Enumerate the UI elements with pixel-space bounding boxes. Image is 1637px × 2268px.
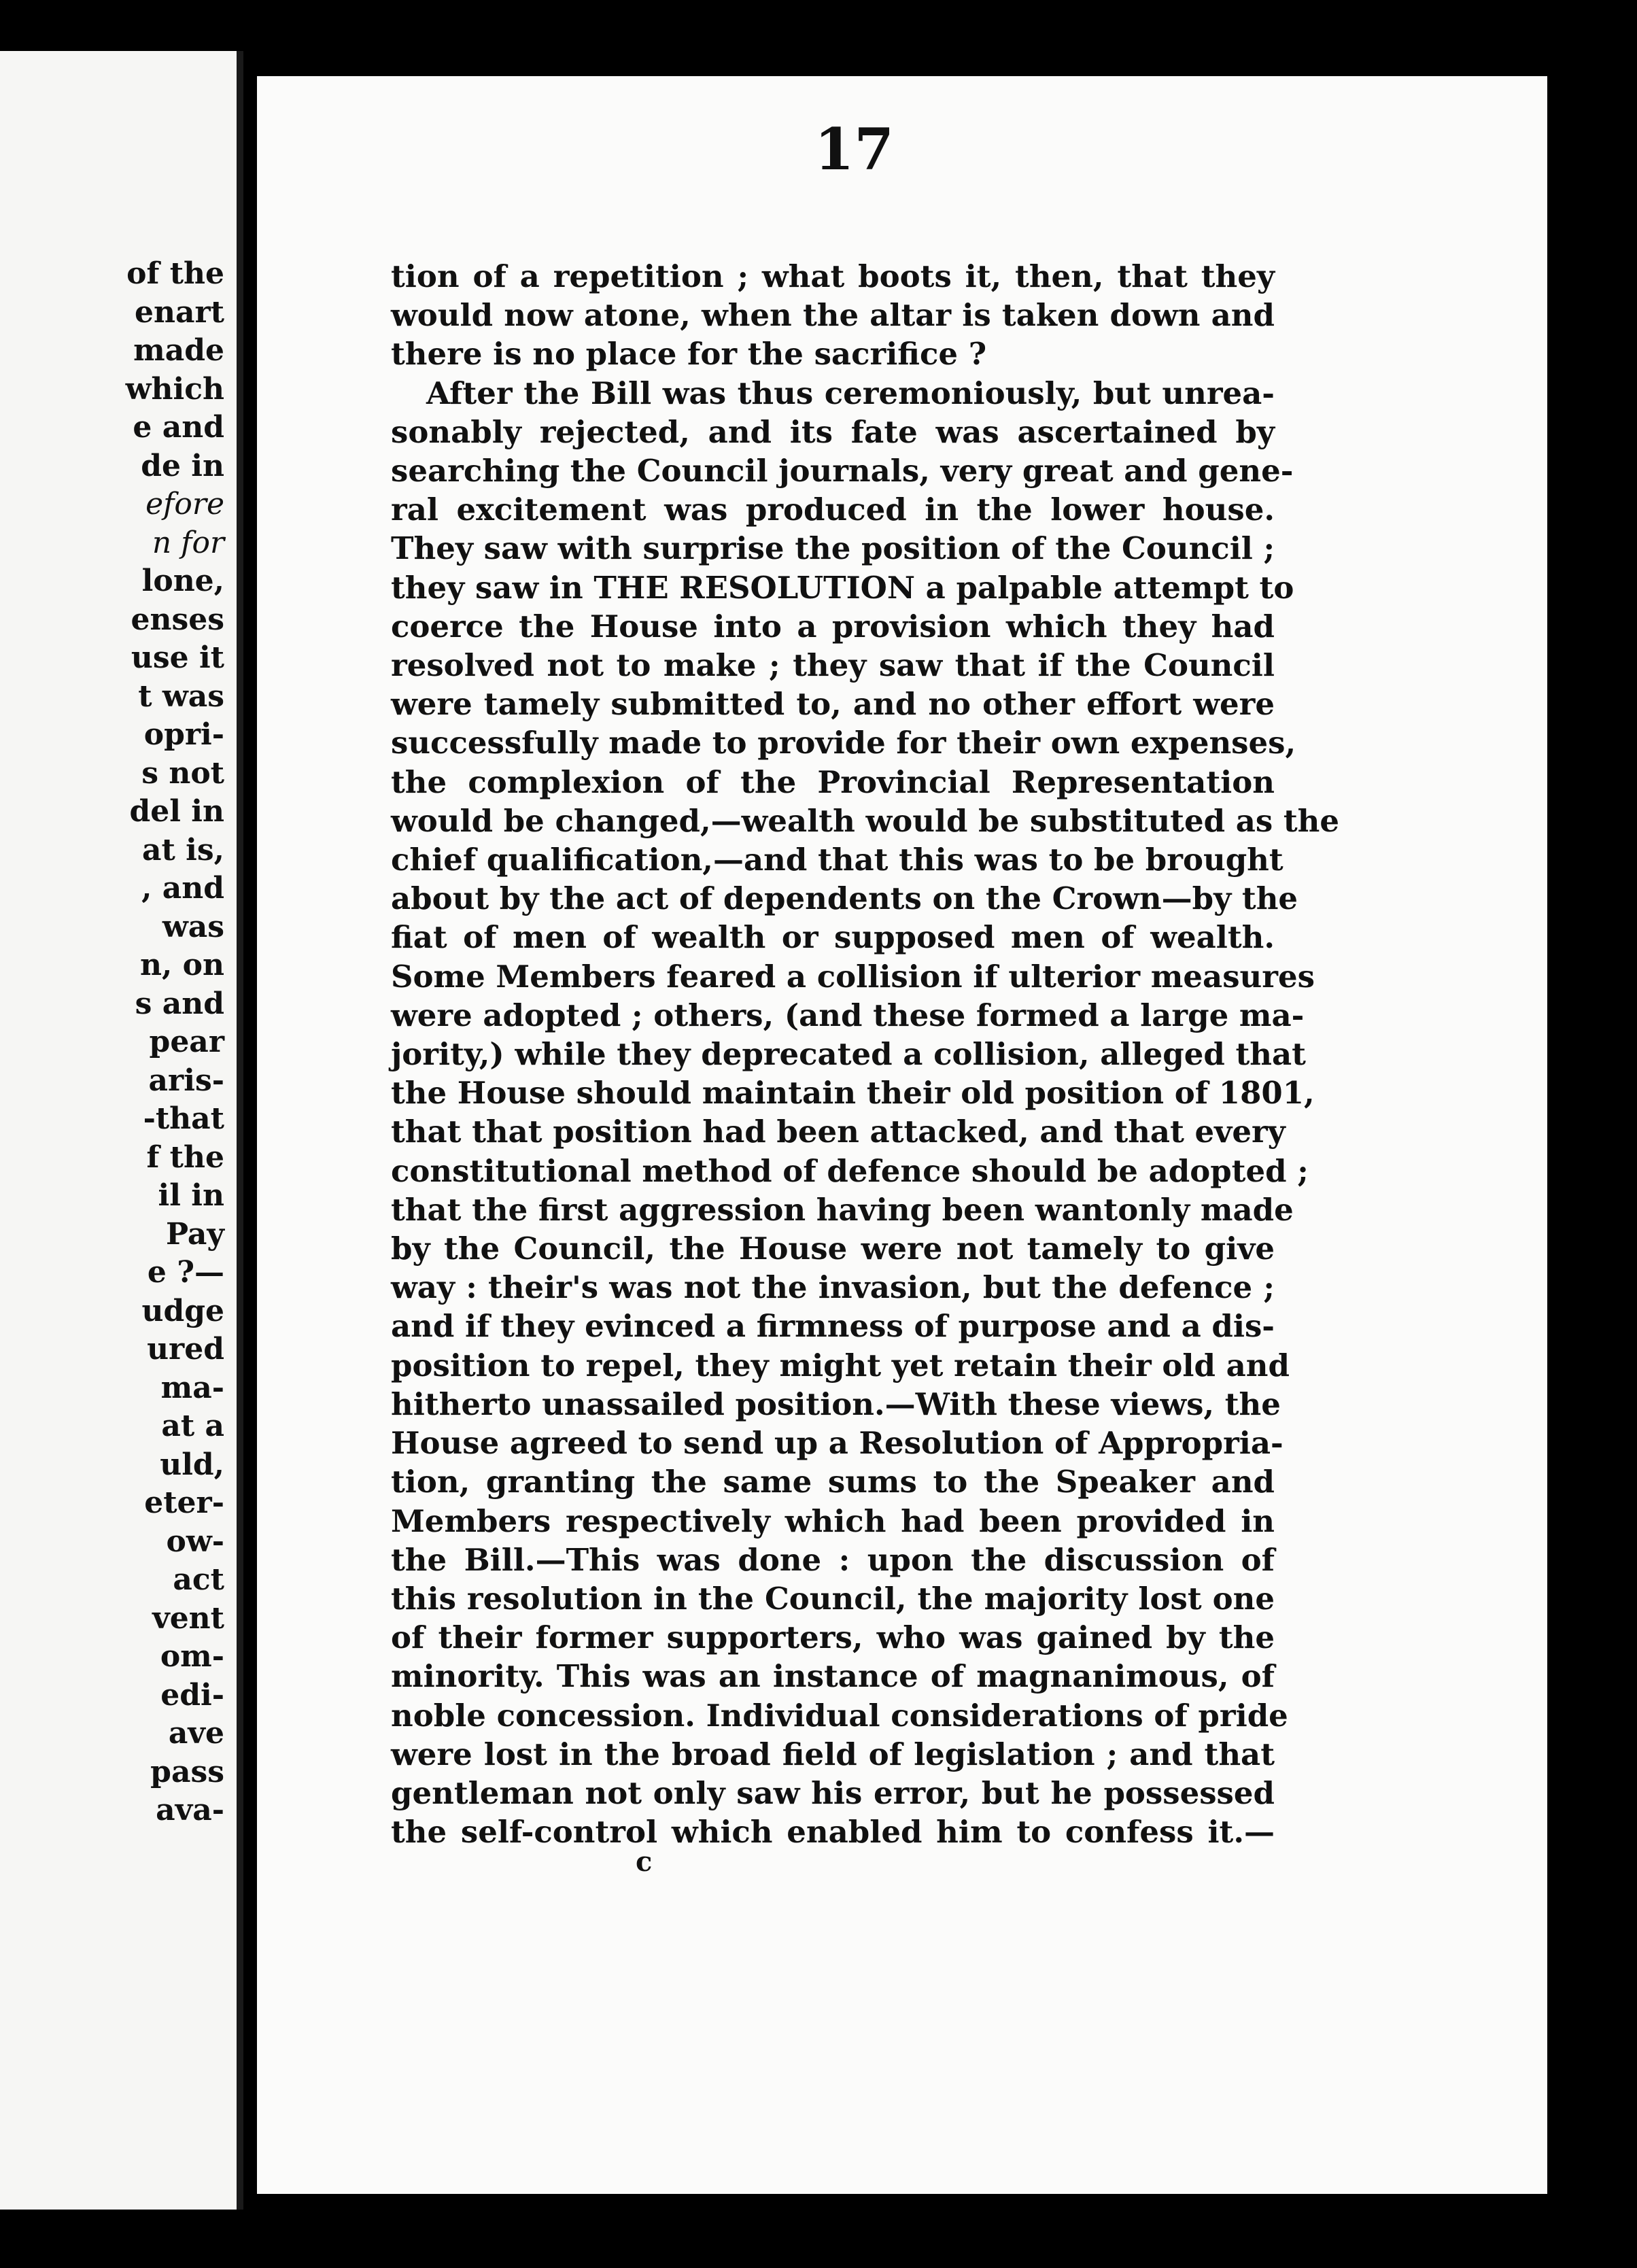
text-line: sonably rejected, and its fate was ascertained by: [391, 413, 1275, 450]
left-fragment: use it: [131, 640, 224, 675]
left-fragment: t was: [138, 678, 224, 714]
text-line: constitutional method of defence should be adopted ;: [391, 1152, 1309, 1189]
text-line: ral excitement was produced in the lower house.: [391, 492, 1275, 528]
left-fragment: vent: [152, 1600, 224, 1636]
text-line: Members respectively which had been provided in: [391, 1502, 1275, 1539]
left-page-text-fragments: [126, 255, 224, 1830]
text-line: gentleman not only saw his error, but he possessed: [391, 1774, 1275, 1811]
text-line: the complexion of the Provincial Representation: [391, 763, 1275, 800]
text-line: this resolution in the Council, the majority lost one: [391, 1580, 1275, 1617]
text-line: minority. This was an instance of magnanimous, of: [391, 1658, 1275, 1695]
left-fragment: was: [162, 909, 224, 944]
text-line: position to repel, they might yet retain their old and: [391, 1347, 1290, 1384]
left-fragment: lone,: [141, 564, 224, 598]
left-fragment: opri-: [143, 717, 224, 752]
left-fragment: ma-: [160, 1370, 224, 1405]
text-line: of their former supporters, who was gained by the: [391, 1619, 1275, 1656]
left-fragment: ow-: [166, 1524, 224, 1559]
left-fragment: f the: [146, 1139, 224, 1175]
text-line: coerce the House into a provision which they had: [391, 608, 1275, 645]
left-fragment: edi-: [160, 1677, 224, 1713]
left-fragment: at is,: [142, 832, 224, 867]
text-line: After the Bill was thus ceremoniously, but unrea-: [426, 375, 1275, 411]
signature-mark: c: [636, 1846, 653, 1878]
text-line: they saw in THE RESOLUTION a palpable attempt to: [391, 569, 1294, 606]
left-fragment: , and: [141, 871, 224, 906]
left-fragment: n for: [152, 525, 224, 560]
left-fragment: enart: [135, 294, 224, 330]
left-fragment: eter-: [144, 1485, 224, 1520]
left-fragment: pass: [150, 1754, 224, 1789]
left-fragment: s and: [135, 986, 224, 1021]
left-fragment: efore: [145, 487, 224, 521]
left-fragment: at a: [161, 1409, 224, 1443]
text-line: about by the act of dependents on the Crown—by the: [391, 880, 1298, 917]
text-line: noble concession. Individual considerations of pride: [391, 1697, 1288, 1734]
page-number: 17: [814, 116, 894, 183]
text-line: chief qualification,—and that this was to be brought: [391, 842, 1283, 878]
left-fragment: ava-: [156, 1793, 224, 1827]
text-line: way : their's was not the invasion, but the defence ;: [391, 1269, 1275, 1306]
text-line: the House should maintain their old position of 1801,: [391, 1075, 1315, 1112]
left-fragment: act: [173, 1562, 224, 1597]
left-fragment: Pay: [166, 1216, 224, 1252]
left-fragment: il in: [158, 1178, 224, 1213]
text-line: hitherto unassailed position.—With these views, the: [391, 1386, 1281, 1422]
text-line: jority,) while they deprecated a collision, alleged that: [391, 1036, 1306, 1073]
text-line: there is no place for the sacrifice ?: [391, 336, 987, 373]
left-fragment: aris-: [148, 1063, 224, 1098]
text-line: Some Members feared a collision if ulterior measures: [391, 958, 1315, 995]
left-page: [0, 51, 243, 2210]
left-fragment: e ?—: [147, 1255, 224, 1290]
text-line: were adopted ; others, (and these formed a large ma-: [391, 997, 1305, 1033]
text-line: would now atone, when the altar is taken down and: [391, 297, 1275, 334]
text-line: were lost in the broad field of legislation ; and that: [391, 1736, 1275, 1772]
left-fragment: s not: [141, 755, 224, 791]
text-line: the self-control which enabled him to confess it.—: [391, 1814, 1275, 1851]
left-fragment: pear: [149, 1025, 224, 1059]
left-fragment: -that: [143, 1101, 224, 1136]
text-line: and if they evinced a firmness of purpose and a dis-: [391, 1308, 1275, 1345]
text-line: House agreed to send up a Resolution of Appropria-: [391, 1425, 1283, 1462]
left-fragment: del in: [129, 794, 224, 829]
left-fragment: udge: [141, 1293, 224, 1328]
text-line: were tamely submitted to, and no other effort were: [391, 686, 1275, 723]
left-fragment: of the: [126, 256, 224, 291]
left-fragment: enses: [131, 602, 224, 637]
left-fragment: ave: [168, 1716, 224, 1751]
left-fragment: ured: [147, 1332, 224, 1367]
text-line: would be changed,—wealth would be substituted as the: [391, 802, 1339, 839]
left-fragment: om-: [160, 1639, 224, 1674]
text-line: tion, granting the same sums to the Speaker and: [391, 1464, 1275, 1500]
body-text: [391, 257, 1339, 1851]
text-line: that that position had been attacked, and that every: [391, 1114, 1286, 1150]
left-fragment: n, on: [140, 948, 224, 982]
text-line: fiat of men of wealth or supposed men of wealth.: [391, 919, 1275, 956]
text-line: successfully made to provide for their own expenses,: [391, 725, 1296, 761]
text-line: searching the Council journals, very great and gene-: [391, 453, 1294, 489]
text-line: tion of a repetition ; what boots it, then, that they: [391, 258, 1275, 294]
left-fragment: e and: [133, 410, 224, 445]
text-line: resolved not to make ; they saw that if the Council: [391, 647, 1275, 684]
text-line: the Bill.—This was done : upon the discussion of: [391, 1541, 1275, 1578]
left-fragment: which: [125, 371, 224, 407]
left-fragment: uld,: [160, 1447, 224, 1482]
text-line: that the first aggression having been wantonly made: [391, 1191, 1294, 1228]
left-fragment: de in: [141, 448, 224, 483]
left-fragment: made: [133, 333, 224, 368]
text-line: They saw with surprise the position of the Council ;: [391, 530, 1275, 567]
text-line: by the Council, the House were not tamely to give: [391, 1231, 1275, 1267]
